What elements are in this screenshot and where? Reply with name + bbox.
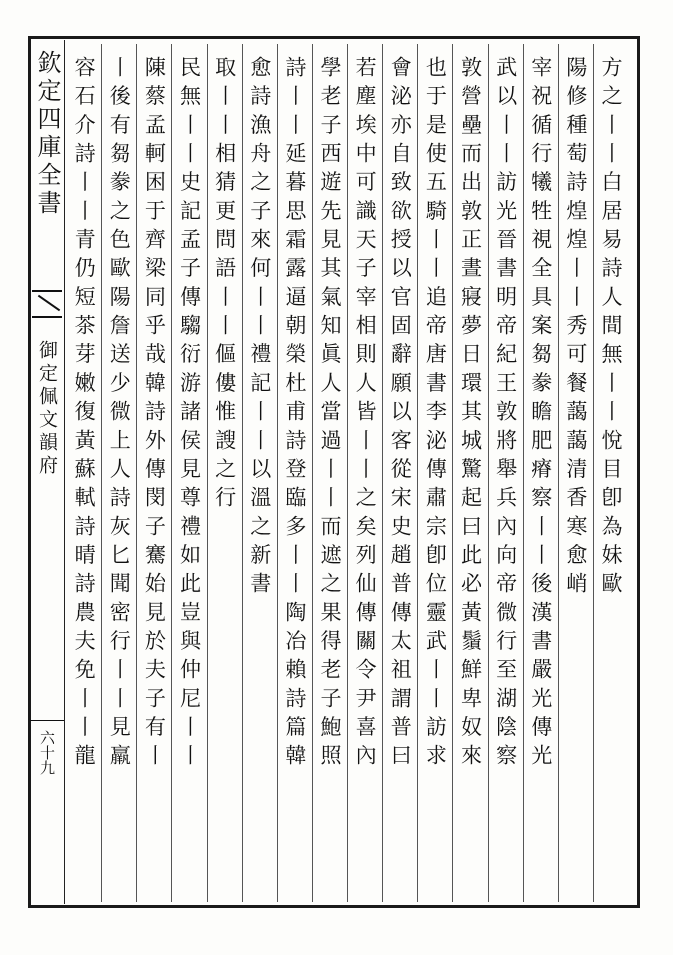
text-columns <box>66 44 628 902</box>
text-column: 若塵埃中可識天子宰相則人皆丨丨之矣列仙傳關令尹喜內 <box>347 44 382 902</box>
fishtail-mark <box>32 290 62 318</box>
text-column: 也于是使五騎丨丨追帝唐書李泌傳肅宗卽位靈武丨丨訪求 <box>417 44 452 902</box>
page-number: 六十九 <box>38 730 56 775</box>
text-column: 容石介詩丨丨青仍短茶芽嫩復黃蘇軾詩晴詩農夫免丨丨龍 <box>72 56 98 773</box>
text-column: 敦營壘而出敦正晝寢夢日環其城驚起曰此必黃鬚鮮卑奴來 <box>452 44 487 902</box>
text-column: 陳蔡孟軻困于齊梁同乎哉韓詩外傳閔子騫始見於夫子有丨 <box>136 44 171 902</box>
text-column: 會泌亦自致欲授以官固辭願以客從宋史趙普傳太祖謂普曰 <box>382 44 417 902</box>
margin-divider <box>30 720 64 721</box>
text-column: 詩丨丨延暮思霜露逼朝榮杜甫詩登臨多丨丨陶冶賴詩篇韓 <box>277 44 312 902</box>
book-title: 欽定四庫全書 <box>33 50 61 218</box>
text-column: 愈詩漁舟之子來何丨丨禮記丨丨以溫之新書 <box>242 44 277 902</box>
book-subtitle: 御定佩文韻府 <box>36 340 58 478</box>
text-column: 陽修種萄詩煌煌丨丨秀可餐藹藹清香寒愈峭 <box>558 44 593 902</box>
text-column: 丨後有芻豢之色歐陽詹送少微上人詩灰匕聞密行丨丨見羸 <box>101 44 136 902</box>
text-column: 方之丨丨白居易詩人間無丨丨悅目卽為妹歐 <box>593 44 628 902</box>
text-column: 武以丨丨訪光晉書明帝紀王敦將舉兵內向帝微行至湖陰察 <box>488 44 523 902</box>
text-column: 取丨丨相猜更問語丨丨傴僂惟謏之行 <box>207 44 242 902</box>
text-column: 民無丨丨史記孟子傳騶衍游諸侯見尊禮如此豈與仲尼丨丨 <box>171 44 206 902</box>
text-column: 學老子西遊先見其氣知眞人當過丨丨而遮之果得老子鮑照 <box>312 44 347 902</box>
text-column: 宰祝循行犧牲視全具案芻豢瞻肥瘠察丨丨後漢書嚴光傳光 <box>523 44 558 902</box>
